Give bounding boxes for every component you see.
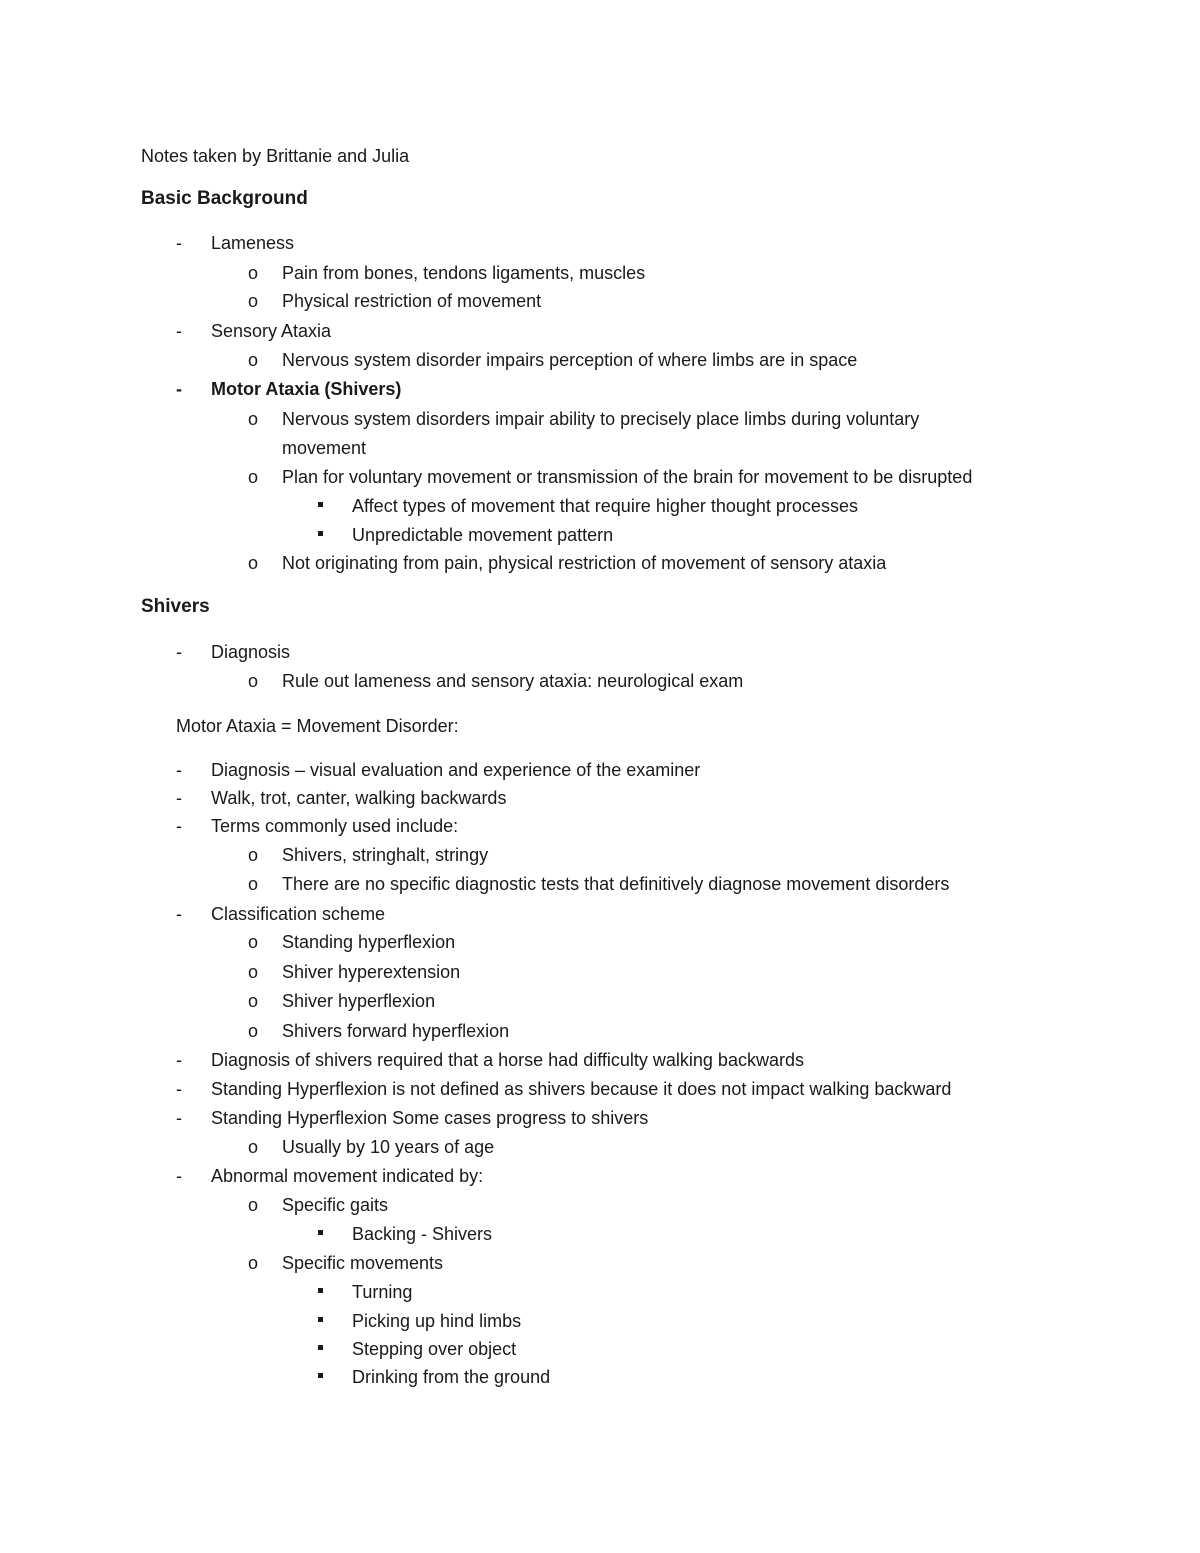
circle-marker: o bbox=[248, 467, 259, 487]
sub-item: Standing hyperflexion bbox=[282, 932, 456, 952]
dash-marker: - bbox=[176, 1166, 182, 1186]
dash-marker: - bbox=[176, 1050, 182, 1070]
dash-marker: - bbox=[176, 788, 182, 808]
square-bullet-icon bbox=[318, 1317, 323, 1322]
sub-item: There are no specific diagnostic tests that definitively diagnose movement disorders bbox=[282, 874, 950, 894]
sub-item: Shivers, stringhalt, stringy bbox=[282, 845, 489, 865]
bullet-item: Stepping over object bbox=[352, 1339, 517, 1359]
sub-item: Shivers forward hyperflexion bbox=[282, 1021, 510, 1041]
list-item-lameness: Lameness bbox=[211, 233, 295, 253]
circle-marker: o bbox=[248, 553, 259, 573]
bullet-item: Picking up hind limbs bbox=[352, 1311, 522, 1331]
square-bullet-icon bbox=[318, 1373, 323, 1378]
circle-marker: o bbox=[248, 409, 259, 429]
square-bullet-icon bbox=[318, 1345, 323, 1350]
dash-marker: - bbox=[176, 1079, 182, 1099]
sub-item-continuation: movement bbox=[282, 438, 367, 458]
dash-marker: - bbox=[176, 233, 182, 253]
list-item-motor-ataxia: Motor Ataxia (Shivers) bbox=[211, 379, 402, 399]
list-item: Standing Hyperflexion Some cases progress to shivers bbox=[211, 1108, 649, 1128]
square-bullet-icon bbox=[318, 1288, 323, 1293]
circle-marker: o bbox=[248, 874, 259, 894]
circle-marker: o bbox=[248, 845, 259, 865]
circle-marker: o bbox=[248, 991, 259, 1011]
bullet-item: Unpredictable movement pattern bbox=[352, 525, 614, 545]
dash-marker: - bbox=[176, 760, 182, 780]
sub-item: Nervous system disorders impair ability to precisely place limbs during voluntary bbox=[282, 409, 920, 429]
list-item: Diagnosis of shivers required that a horse had difficulty walking backwards bbox=[211, 1050, 804, 1070]
circle-marker: o bbox=[248, 350, 259, 370]
sub-item: Physical restriction of movement bbox=[282, 291, 542, 311]
bullet-item: Drinking from the ground bbox=[352, 1367, 551, 1387]
circle-marker: o bbox=[248, 932, 259, 952]
list-item: Diagnosis – visual evaluation and experience of the examiner bbox=[211, 760, 701, 780]
sub-item: Shiver hyperflexion bbox=[282, 991, 436, 1011]
sub-item: Not originating from pain, physical restriction of movement of sensory ataxia bbox=[282, 553, 887, 573]
sub-item: Plan for voluntary movement or transmission of the brain for movement to be disrupted bbox=[282, 467, 973, 487]
author-line: Notes taken by Brittanie and Julia bbox=[141, 146, 410, 166]
sub-item: Usually by 10 years of age bbox=[282, 1137, 495, 1157]
motor-ataxia-line: Motor Ataxia = Movement Disorder: bbox=[176, 716, 459, 736]
circle-marker: o bbox=[248, 291, 259, 311]
section-heading-shivers: Shivers bbox=[141, 596, 210, 617]
dash-marker: - bbox=[176, 321, 182, 341]
list-item: Walk, trot, canter, walking backwards bbox=[211, 788, 507, 808]
sub-item: Shiver hyperextension bbox=[282, 962, 461, 982]
list-item: Abnormal movement indicated by: bbox=[211, 1166, 484, 1186]
dash-marker: - bbox=[176, 816, 182, 836]
circle-marker: o bbox=[248, 1021, 259, 1041]
section-heading-basic-background: Basic Background bbox=[141, 188, 308, 209]
dash-marker: - bbox=[176, 1108, 182, 1128]
bullet-item: Backing - Shivers bbox=[352, 1224, 493, 1244]
circle-marker: o bbox=[248, 263, 259, 283]
list-item: Standing Hyperflexion is not defined as shivers because it does not impact walking backward bbox=[211, 1079, 952, 1099]
list-item-sensory-ataxia: Sensory Ataxia bbox=[211, 321, 332, 341]
dash-marker: - bbox=[176, 379, 182, 399]
circle-marker: o bbox=[248, 962, 259, 982]
circle-marker: o bbox=[248, 1137, 259, 1157]
square-bullet-icon bbox=[318, 1230, 323, 1235]
bullet-item: Affect types of movement that require higher thought processes bbox=[352, 496, 858, 516]
dash-marker: - bbox=[176, 642, 182, 662]
circle-marker: o bbox=[248, 1195, 259, 1215]
sub-item: Specific movements bbox=[282, 1253, 444, 1273]
list-item: Terms commonly used include: bbox=[211, 816, 459, 836]
circle-marker: o bbox=[248, 671, 259, 691]
sub-item: Nervous system disorder impairs perception of where limbs are in space bbox=[282, 350, 858, 370]
bullet-item: Turning bbox=[352, 1282, 413, 1302]
square-bullet-icon bbox=[318, 502, 323, 507]
list-item-diagnosis: Diagnosis bbox=[211, 642, 291, 662]
square-bullet-icon bbox=[318, 531, 323, 536]
sub-item: Pain from bones, tendons ligaments, muscles bbox=[282, 263, 646, 283]
sub-item: Rule out lameness and sensory ataxia: neurological exam bbox=[282, 671, 744, 691]
dash-marker: - bbox=[176, 904, 182, 924]
circle-marker: o bbox=[248, 1253, 259, 1273]
list-item: Classification scheme bbox=[211, 904, 386, 924]
sub-item: Specific gaits bbox=[282, 1195, 389, 1215]
